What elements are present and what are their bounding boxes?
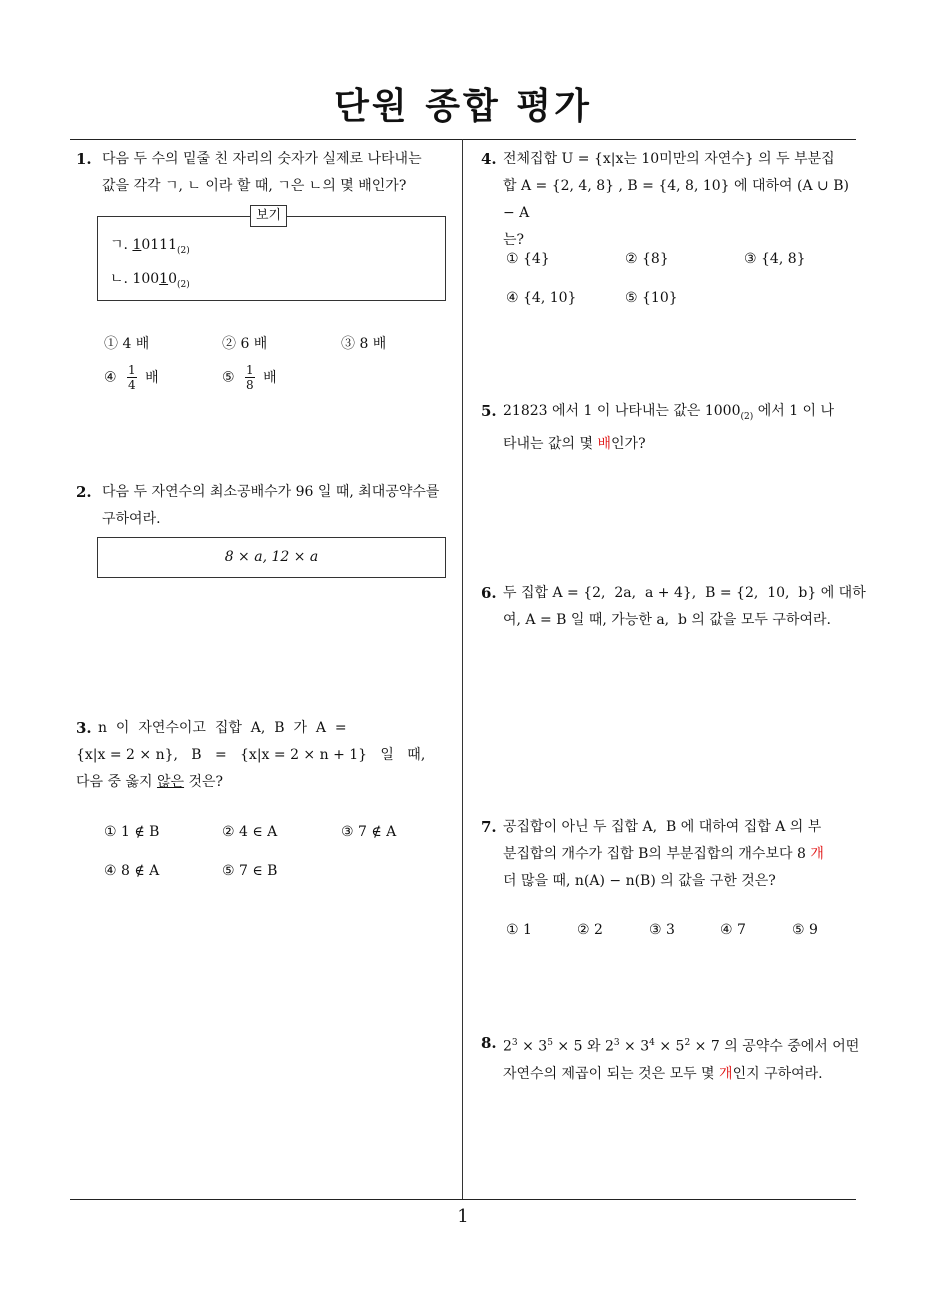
question-1 xyxy=(76,146,462,200)
question-number: 4. xyxy=(481,150,497,168)
option-3[interactable]: ③ 8 배 xyxy=(341,336,387,352)
question-text: 다음 두 자연수의 최소공배수가 96 일 때, 최대공약수를 구하여라. xyxy=(102,484,440,527)
option-5[interactable]: ⑤ 9 xyxy=(792,922,818,938)
option-2[interactable]: ② 2 xyxy=(577,922,603,938)
column-divider xyxy=(462,139,463,1200)
bottom-rule xyxy=(70,1199,856,1200)
question-3: 3. n 이 자연수이고 집합 A, B 가 A = {x|x = 2 × n}, B = {x|x = 2 × n + 1} 일 때, 다음 중 옳지 않은 것은? xyxy=(76,715,456,796)
question-text: 21823 에서 1 이 나타내는 값은 $1000_{(2)}$ 에서 1 이 나 타내는 값의 몇 배인가? xyxy=(503,403,835,452)
option-5[interactable]: ⑤ $\frac{1}{8}$ 배 xyxy=(222,363,277,392)
fraction: $\frac{1}{8}$ xyxy=(246,363,254,392)
question-6 xyxy=(481,580,866,634)
option-2[interactable]: ② {8} xyxy=(625,251,669,267)
top-rule xyxy=(70,139,856,140)
option-3[interactable]: ③ 7 ∉ A xyxy=(341,824,397,840)
question-number: 2. xyxy=(76,483,92,501)
option-4[interactable]: ④ $\frac{1}{4}$ 배 xyxy=(104,363,159,392)
question-text: $2^3 \times 3^5 \times 5$ 와 $2^3 \times 3^4 \times 5^2 \times 7$ 의 공약수 중에서 어떤 자연수의 제곱이 되는 것은 모두 몇 개인지 구하여라. xyxy=(503,1038,860,1082)
example-item-a: ㄱ. $10111_{(2)}$ xyxy=(110,237,190,256)
question-5 xyxy=(481,398,861,458)
question-4 xyxy=(481,146,861,254)
given-expression-box: 8 × a, 12 × a xyxy=(97,537,446,578)
question-number: 1. xyxy=(76,150,92,168)
option-2[interactable]: ② 4 ∈ A xyxy=(222,824,278,840)
question-text: 공집합이 아닌 두 집합 A, B 에 대하여 집합 A 의 부 분집합의 개수가 집합 B의 부분집합의 개수보다 8 개 더 많을 때, n(A) − n(B) 의 값을 구한 것은? xyxy=(503,819,824,889)
option-1[interactable]: ① 1 ∉ B xyxy=(104,824,160,840)
option-4[interactable]: ④ {4, 10} xyxy=(506,290,577,306)
example-box xyxy=(97,216,446,301)
option-4[interactable]: ④ 7 xyxy=(720,922,746,938)
option-1[interactable]: ① {4} xyxy=(506,251,550,267)
question-text: 전체집합 U = {x|x는 10미만의 자연수} 의 두 부분집 합 A = {2, 4, 8} , B = {4, 8, 10} 에 대하여 (A ∪ B) − A 는? xyxy=(503,151,849,248)
example-item-b: ㄴ. $10010_{(2)}$ xyxy=(110,270,190,290)
option-5[interactable]: ⑤ {10} xyxy=(625,290,678,306)
question-number: 7. xyxy=(481,818,497,836)
fraction: $\frac{1}{4}$ xyxy=(128,363,136,392)
question-number: 8. xyxy=(481,1034,497,1052)
example-box-label: 보기 xyxy=(250,205,287,227)
option-1[interactable]: ① 1 xyxy=(506,922,532,938)
page-title: 단원 종합 평가 xyxy=(334,86,592,127)
question-number: 5. xyxy=(481,402,497,420)
question-7 xyxy=(481,814,861,895)
question-text: n 이 자연수이고 집합 A, B 가 A = xyxy=(98,720,347,736)
question-number: 3. xyxy=(76,719,92,737)
question-8 xyxy=(481,1030,861,1088)
option-4[interactable]: ④ 8 ∉ A xyxy=(104,863,160,879)
option-2[interactable]: ② 6 배 xyxy=(222,336,268,352)
option-3[interactable]: ③ {4, 8} xyxy=(744,251,806,267)
question-text: 다음 두 수의 밑줄 친 자리의 숫자가 실제로 나타내는 값을 각각 ㄱ, ㄴ 이라 할 때, ㄱ은 ㄴ의 몇 배인가? xyxy=(102,151,422,194)
question-number: 6. xyxy=(481,584,497,602)
question-2 xyxy=(76,479,462,533)
option-5[interactable]: ⑤ 7 ∈ B xyxy=(222,863,278,879)
question-text: 두 집합 A = {2, 2a, a + 4}, B = {2, 10, b} 에 대하 여, A = B 일 때, 가능한 a, b 의 값을 모두 구하여라. xyxy=(503,585,866,628)
option-3[interactable]: ③ 3 xyxy=(649,922,675,938)
option-1[interactable]: ① 4 배 xyxy=(104,336,150,352)
page-number: 1 xyxy=(457,1206,469,1227)
